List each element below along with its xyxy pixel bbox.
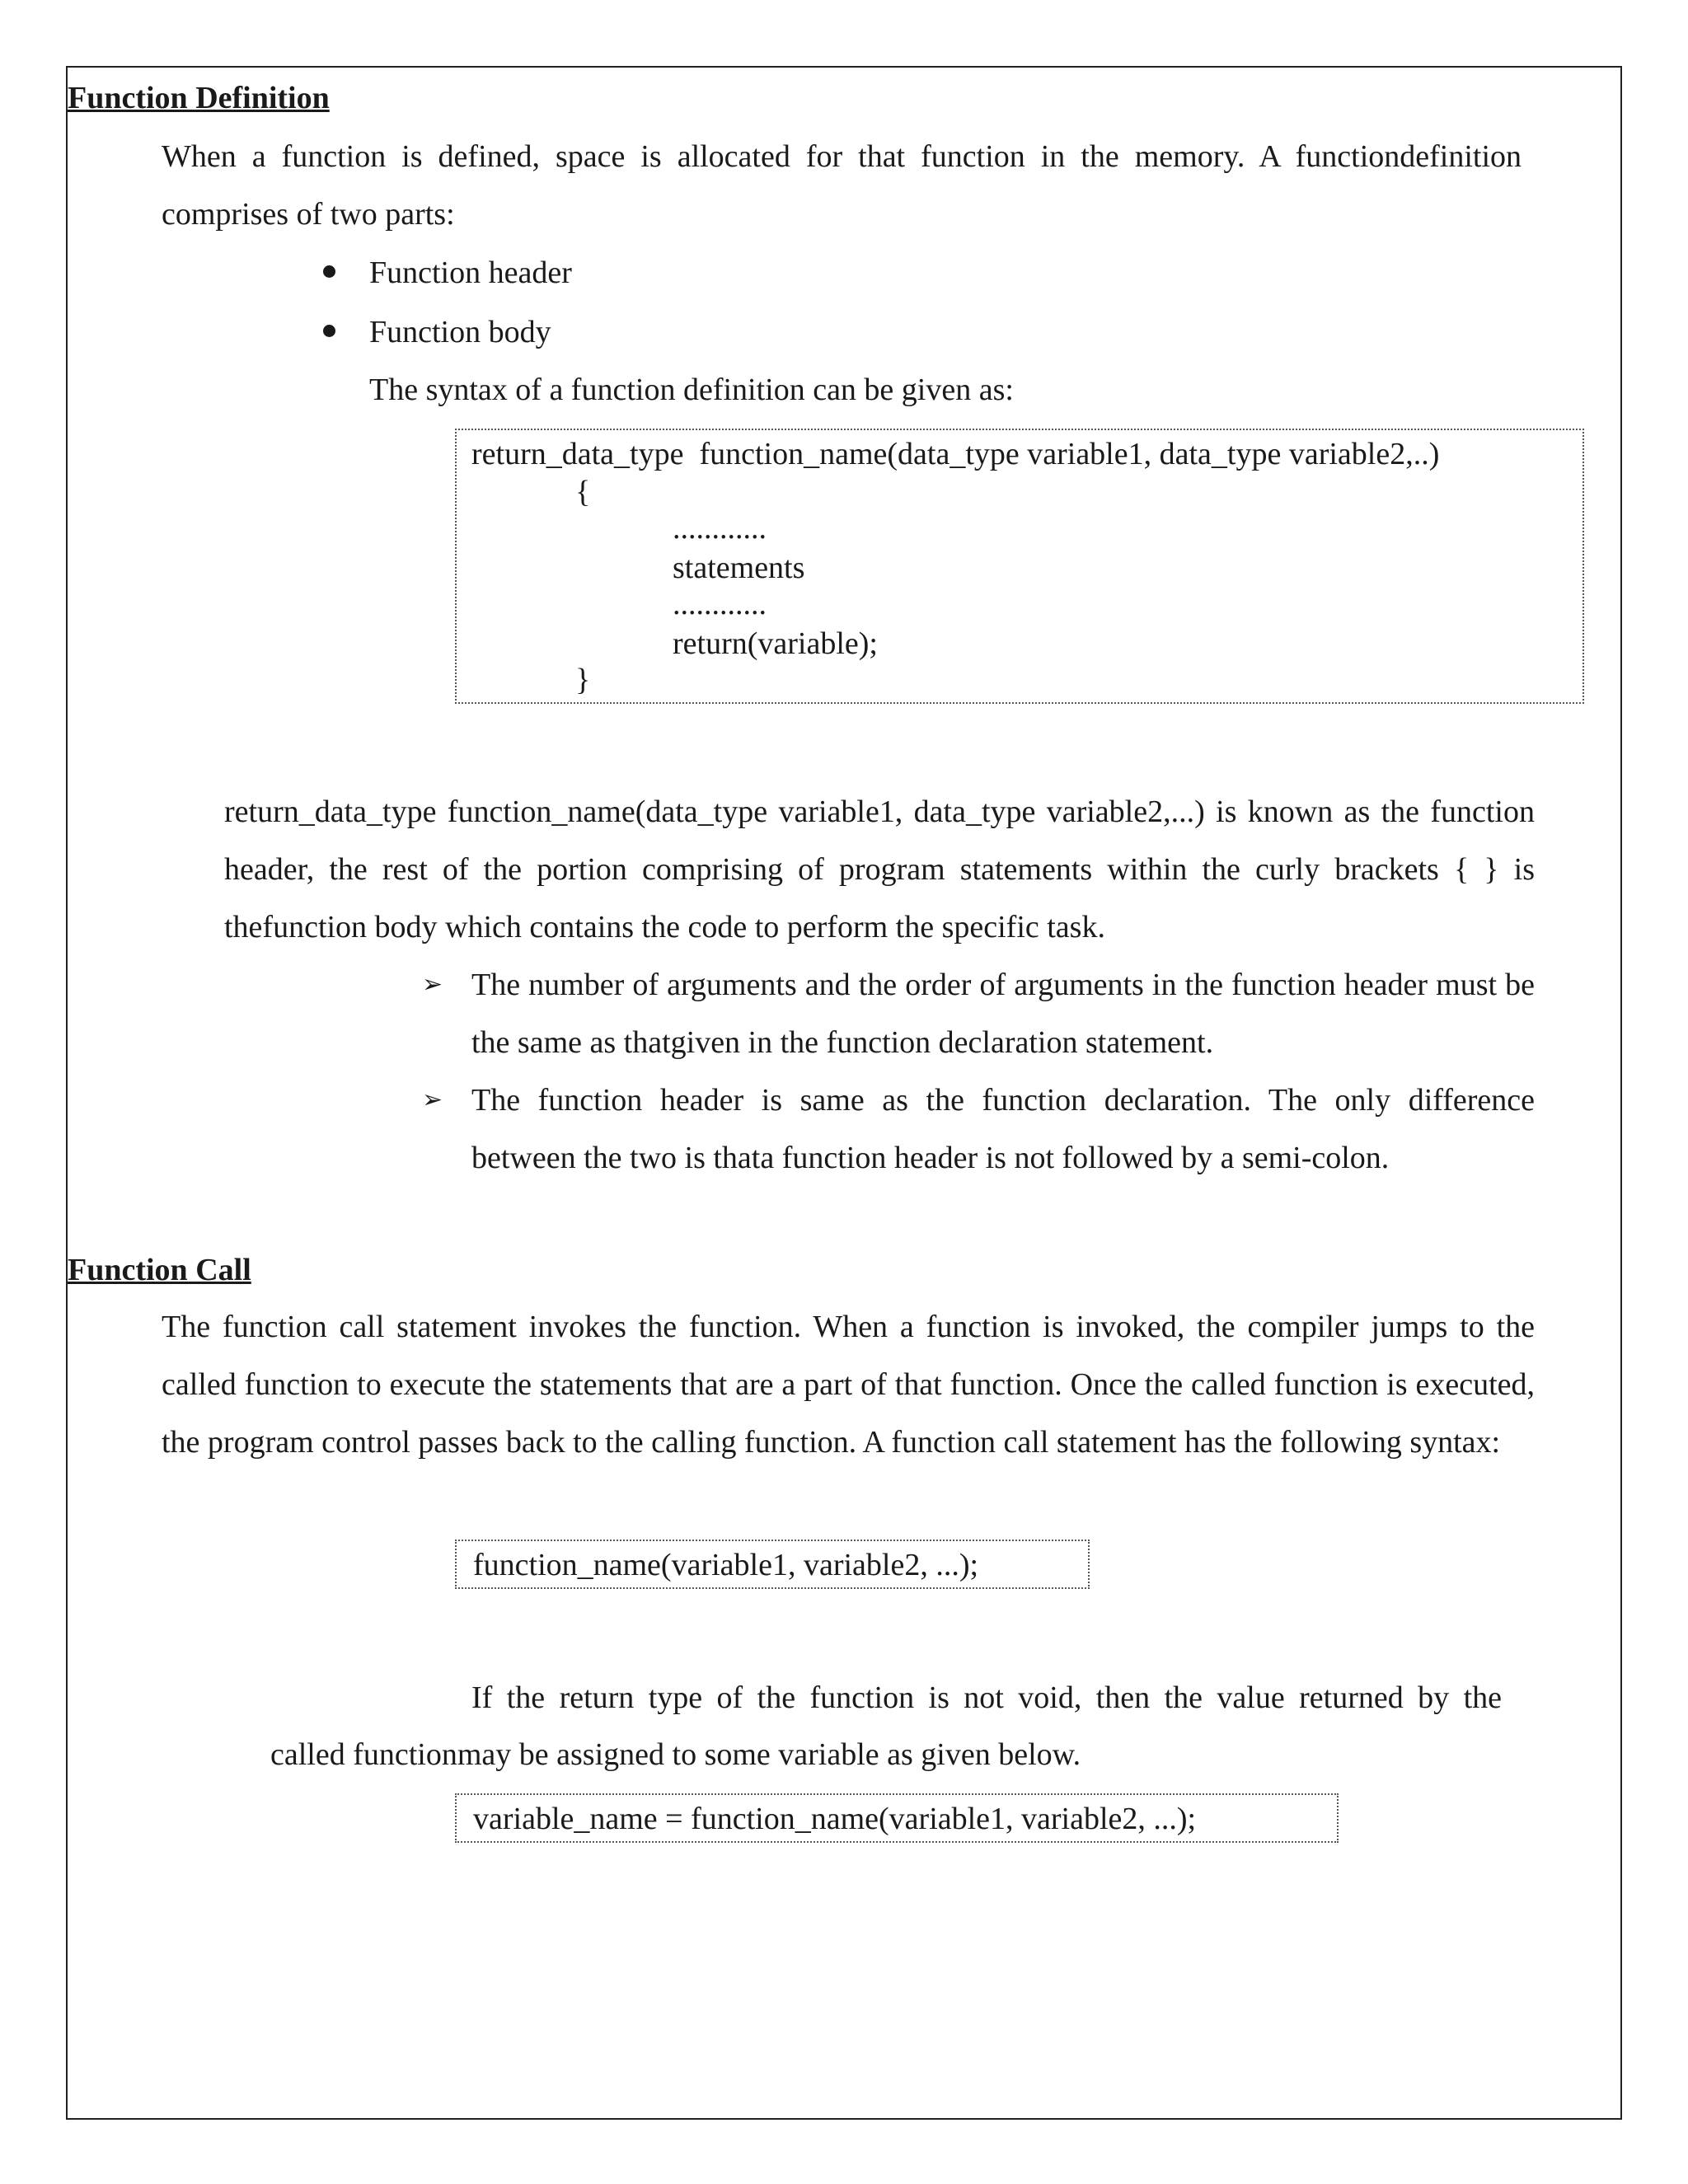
function-definition-heading: Function Definition: [68, 81, 330, 115]
bullet-dot-icon: [323, 325, 335, 337]
assignment-syntax-box: [455, 1793, 1339, 1843]
definition-syntax-box: [455, 429, 1584, 704]
code-return-statement: return(variable);: [673, 626, 878, 661]
arrowhead-right-icon: ➢: [422, 1085, 443, 1114]
code-ellipsis-top: ............: [673, 511, 767, 546]
code-function-call: function_name(variable1, variable2, ...);: [473, 1548, 979, 1582]
definition-parts-list: [369, 257, 1029, 376]
bullet-dot-icon: [323, 265, 335, 278]
list-item: [422, 1071, 1535, 1187]
arrowhead-right-icon: ➢: [422, 970, 443, 999]
code-close-brace: }: [575, 663, 591, 697]
return-value-line1: If the return type of the function is not void, then the value returned by the: [471, 1680, 1502, 1715]
return-value-line2: called functionmay be assigned to some variable as given below.: [270, 1737, 1081, 1772]
list-item-text: The function header is same as the function declaration. The only difference between the two is thata function header is not followed by a semi-colon.: [471, 1083, 1535, 1175]
definition-intro-line2: comprises of two parts:: [162, 197, 455, 232]
list-item: [369, 257, 1029, 316]
syntax-intro: The syntax of a function definition can be given as:: [369, 373, 1014, 407]
function-call-heading: Function Call: [68, 1253, 251, 1287]
definition-intro-line1: When a function is defined, space is allocated for that function in the memory. A functiondefinition: [162, 139, 1522, 174]
code-open-brace: {: [575, 475, 591, 509]
list-item: [422, 956, 1535, 1071]
code-statements: statements: [673, 551, 805, 585]
call-syntax-box: [455, 1540, 1090, 1589]
code-function-header: return_data_type function_name(data_type variable1, data_type variable2,..): [471, 437, 1440, 471]
function-call-paragraph: The function call statement invokes the function. When a function is invoked, the compiler jumps to the called function to execute the statements that are a part of that function. Once the called function is executed, the program control passes back to the calling function. A function call statement has the following syntax:: [162, 1310, 1535, 1460]
definition-notes-list: [422, 956, 1535, 1187]
code-assignment: variable_name = function_name(variable1, variable2, ...);: [473, 1802, 1197, 1836]
function-header-explanation: return_data_type function_name(data_type variable1, data_type variable2,...) is known as the function header, the rest of the portion comprising of program statements within the curly brackets { } is thefunction body which contains the code to perform the specific task.: [224, 794, 1535, 944]
list-item-text: The number of arguments and the order of arguments in the function header must be the same as thatgiven in the function declaration statement.: [471, 968, 1535, 1060]
list-item-label: Function body: [369, 315, 551, 349]
list-item-label: Function header: [369, 255, 572, 290]
code-ellipsis-bottom: ............: [673, 587, 767, 621]
